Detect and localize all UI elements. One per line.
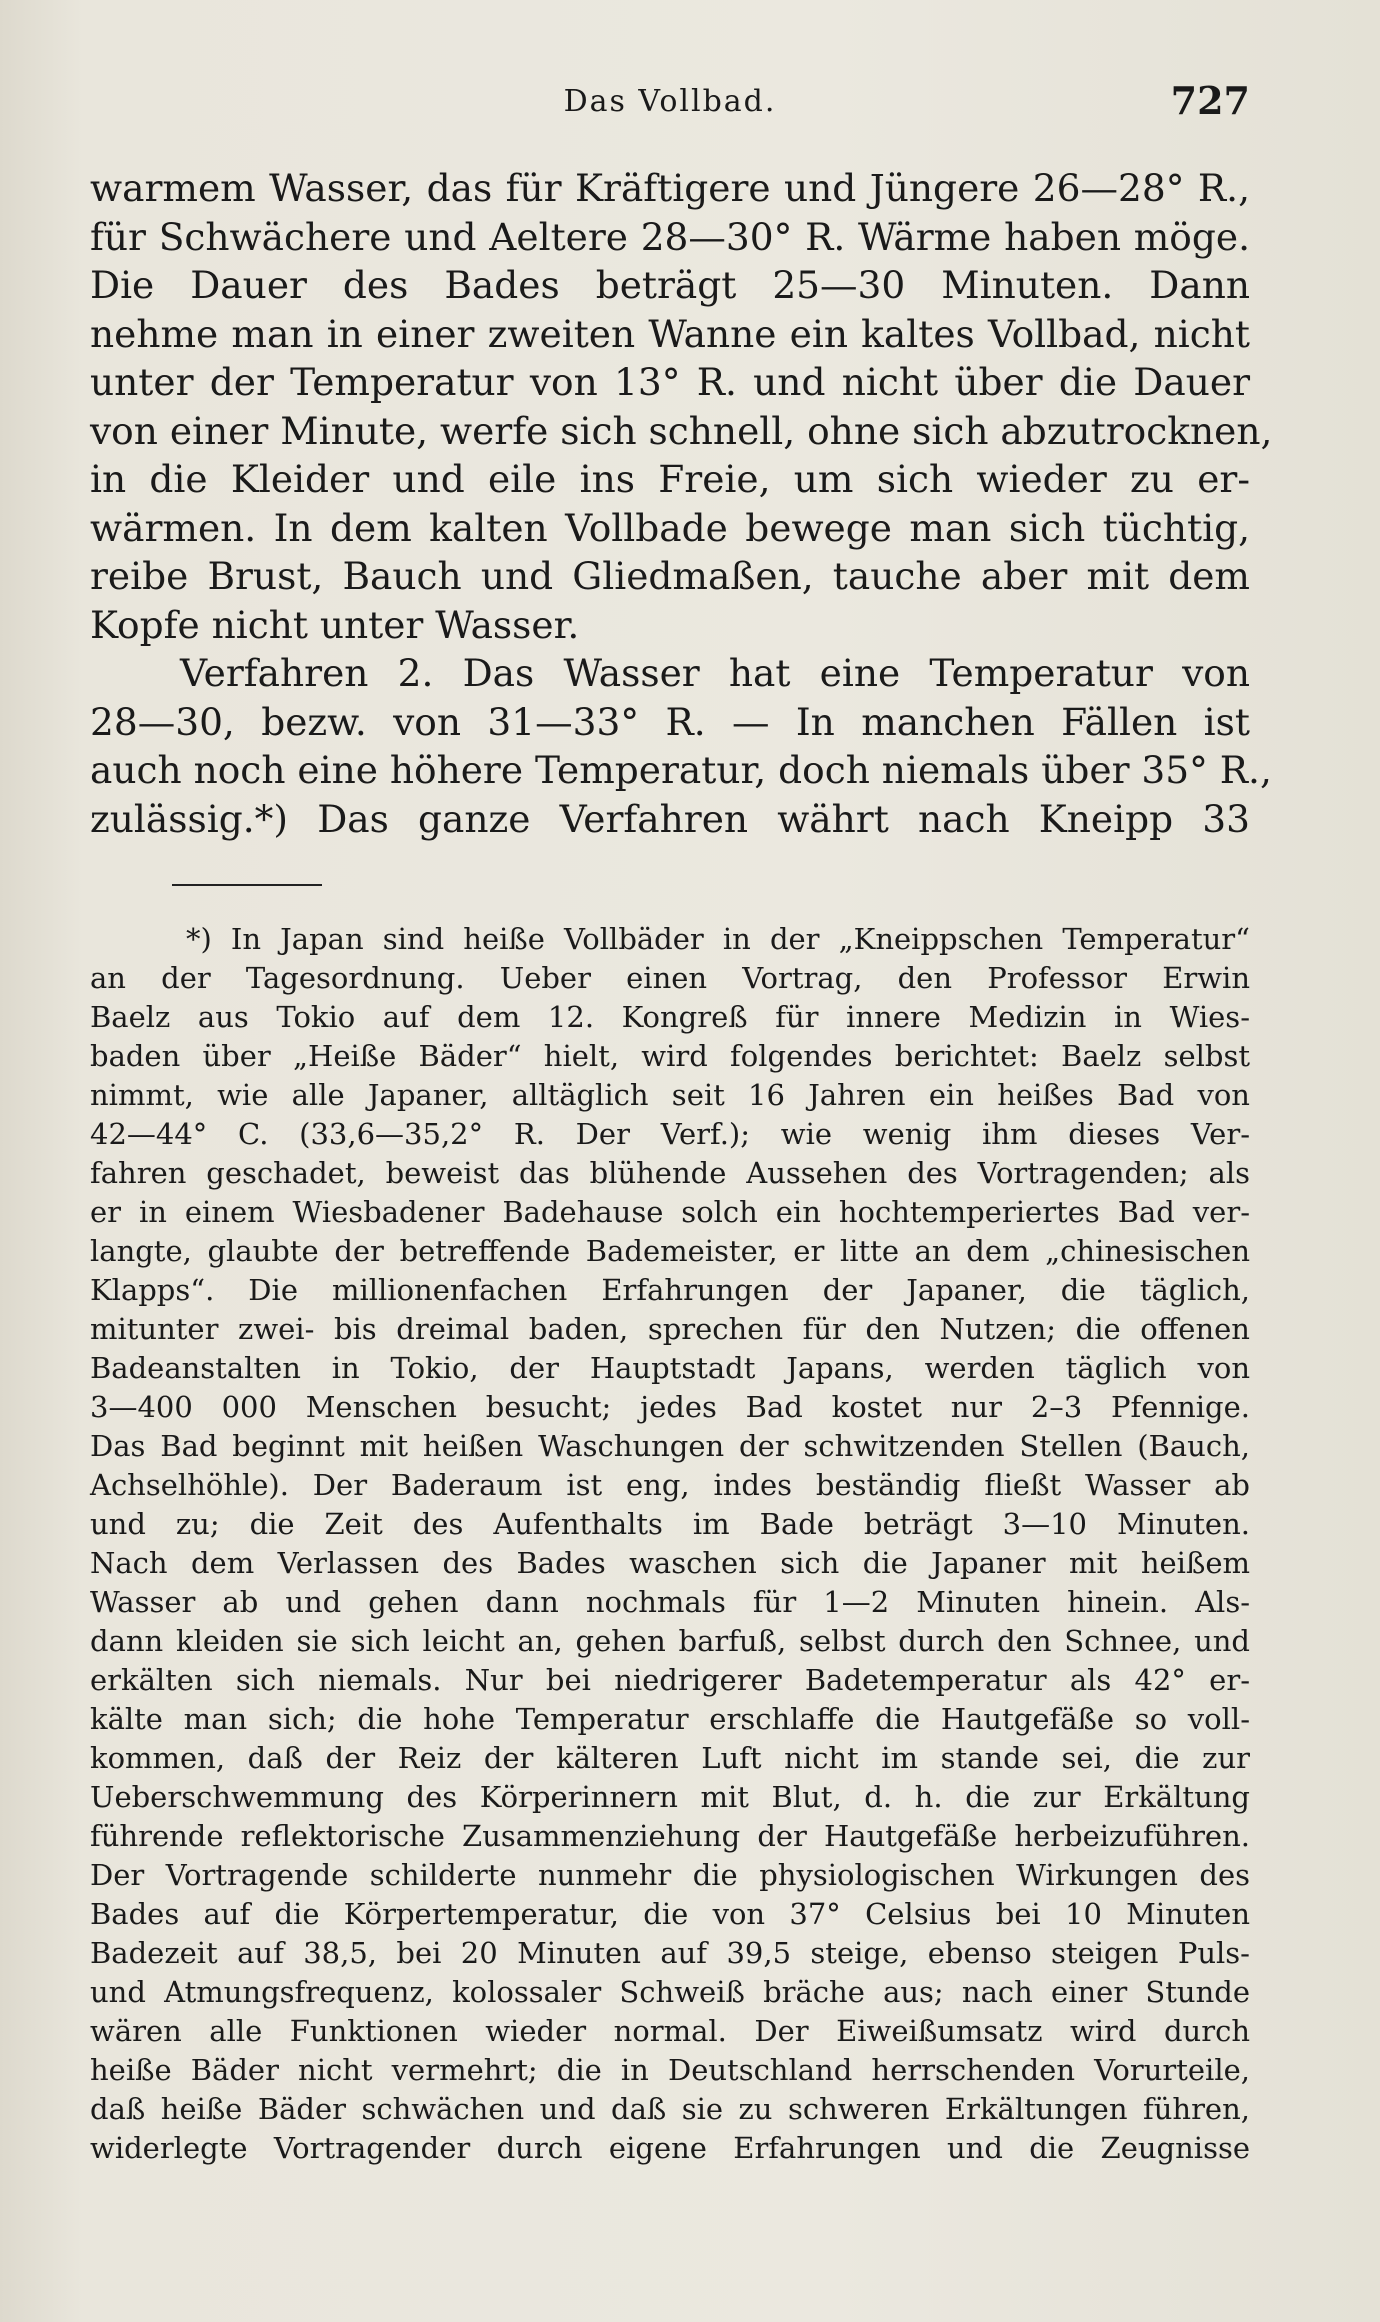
footnote-line: führende reflektorische Zusammenziehung der Hautgefäße herbeizuführen. [90,1819,1250,1853]
footnote-line: Klapps“. Die millionenfachen Erfahrungen der Japaner, die täglich, [90,1273,1250,1307]
footnote-line: Nach dem Verlassen des Bades waschen sich die Japaner mit heißem [90,1546,1250,1580]
footnote-line: an der Tagesordnung. Ueber einen Vortrag, den Professor Erwin [90,961,1250,995]
footnote-line: Badezeit auf 38,5, bei 20 Minuten auf 39,5 steige, ebenso steigen Puls- [90,1936,1250,1970]
footnote-line: Bades auf die Körpertemperatur, die von 37° Celsius bei 10 Minuten [90,1897,1250,1931]
footnote-line: Ueberschwemmung des Körperinnern mit Blut, d. h. die zur Erkältung [90,1780,1250,1814]
main-text-line: unter der Temperatur von 13° R. und nicht über die Dauer [90,360,1250,404]
running-title: Das Vollbad. [563,84,777,119]
footnote-line: fahren geschadet, beweist das blühende Aussehen des Vortragenden; als [90,1156,1250,1190]
footnote-line: und Atmungsfrequenz, kolossaler Schweiß bräche aus; nach einer Stunde [90,1975,1250,2009]
main-text-line: nehme man in einer zweiten Wanne ein kaltes Vollbad, nicht [90,311,1250,356]
footnote-line: Der Vortragende schilderte nunmehr die physiologischen Wirkungen des [90,1858,1250,1892]
footnote-line: kommen, daß der Reiz der kälteren Luft nicht im stande sei, die zur [90,1741,1250,1775]
footnote-line: Das Bad beginnt mit heißen Waschungen der schwitzenden Stellen (Bauch, [90,1429,1250,1463]
main-text-line: wärmen. In dem kalten Vollbade bewege man sich tüchtig, [90,505,1250,550]
footnote-line: wären alle Funktionen wieder normal. Der Eiweißumsatz wird durch [90,2014,1250,2048]
main-text-line: für Schwächere und Aeltere 28—30° R. Wärme haben möge. [90,214,1250,259]
main-text-line: auch noch eine höhere Temperatur, doch niemals über 35° R., [90,748,1272,792]
footnote-line: 42—44° C. (33,6—35,2° R. Der Verf.); wie wenig ihm dieses Ver- [90,1117,1250,1151]
footnote-line: erkälten sich niemals. Nur bei niedrigerer Badetemperatur als 42° er- [90,1663,1250,1697]
footnote-line: Achselhöhle). Der Baderaum ist eng, indes beständig fließt Wasser ab [90,1468,1250,1502]
main-text-line: zulässig.*) Das ganze Verfahren währt nach Kneipp 33 [90,796,1250,841]
footnote-line: dann kleiden sie sich leicht an, gehen barfuß, selbst durch den Schnee, und [90,1624,1250,1658]
footnote-line: *) In Japan sind heiße Vollbäder in der „Kneippschen Temperatur“ [186,922,1250,956]
footnote-line: widerlegte Vortragender durch eigene Erfahrungen und die Zeugnisse [90,2131,1250,2165]
main-text-line: reibe Brust, Bauch und Gliedmaßen, tauche aber mit dem [90,554,1250,598]
main-text-line: Verfahren 2. Das Wasser hat eine Temperatur von [180,651,1250,695]
footnote-line: 3—400 000 Menschen besucht; jedes Bad kostet nur 2–3 Pfennige. [90,1390,1250,1424]
footnote-separator-rule [172,884,322,886]
main-text-line: in die Kleider und eile ins Freie, um sich wieder zu er- [90,457,1250,501]
footnote-line: Wasser ab und gehen dann nochmals für 1—2 Minuten hinein. Als- [90,1585,1250,1619]
footnote-line: kälte man sich; die hohe Temperatur erschlaffe die Hautgefäße so voll- [90,1702,1250,1736]
footnote-line: Badeanstalten in Tokio, der Hauptstadt Japans, werden täglich von [90,1351,1250,1385]
footnote-line: langte, glaubte der betreffende Bademeister, er litte an dem „chinesischen [90,1234,1250,1268]
main-text-line: Kopfe nicht unter Wasser. [90,602,580,647]
footnote-line: nimmt, wie alle Japaner, alltäglich seit 16 Jahren ein heißes Bad von [90,1078,1250,1112]
main-text-line: von einer Minute, werfe sich schnell, ohne sich abzutrocknen, [90,408,1273,453]
footnote-line: Baelz aus Tokio auf dem 12. Kongreß für innere Medizin in Wies- [90,1000,1250,1034]
footnote-line: und zu; die Zeit des Aufenthalts im Bade beträgt 3—10 Minuten. [90,1507,1250,1541]
footnote-line: mitunter zwei- bis dreimal baden, sprechen für den Nutzen; die offenen [90,1312,1250,1346]
page-number: 727 [1170,78,1250,123]
main-text-block [90,164,1273,843]
footnote-block [90,920,1250,2168]
footnote-line: heiße Bäder nicht vermehrt; die in Deutschland herrschenden Vorurteile, [90,2053,1250,2087]
main-text-line: warmem Wasser, das für Kräftigere und Jüngere 26—28° R., [90,166,1250,210]
footnote-line: baden über „Heiße Bäder“ hielt, wird folgendes berichtet: Baelz selbst [90,1039,1250,1073]
running-head [90,78,1250,128]
main-text-line: Die Dauer des Bades beträgt 25—30 Minuten. Dann [90,263,1250,307]
main-text-line: 28—30, bezw. von 31—33° R. — In manchen Fällen ist [90,699,1250,744]
footnote-line: daß heiße Bäder schwächen und daß sie zu schweren Erkältungen führen, [90,2092,1250,2126]
footnote-line: er in einem Wiesbadener Badehause solch ein hochtemperiertes Bad ver- [90,1195,1250,1229]
